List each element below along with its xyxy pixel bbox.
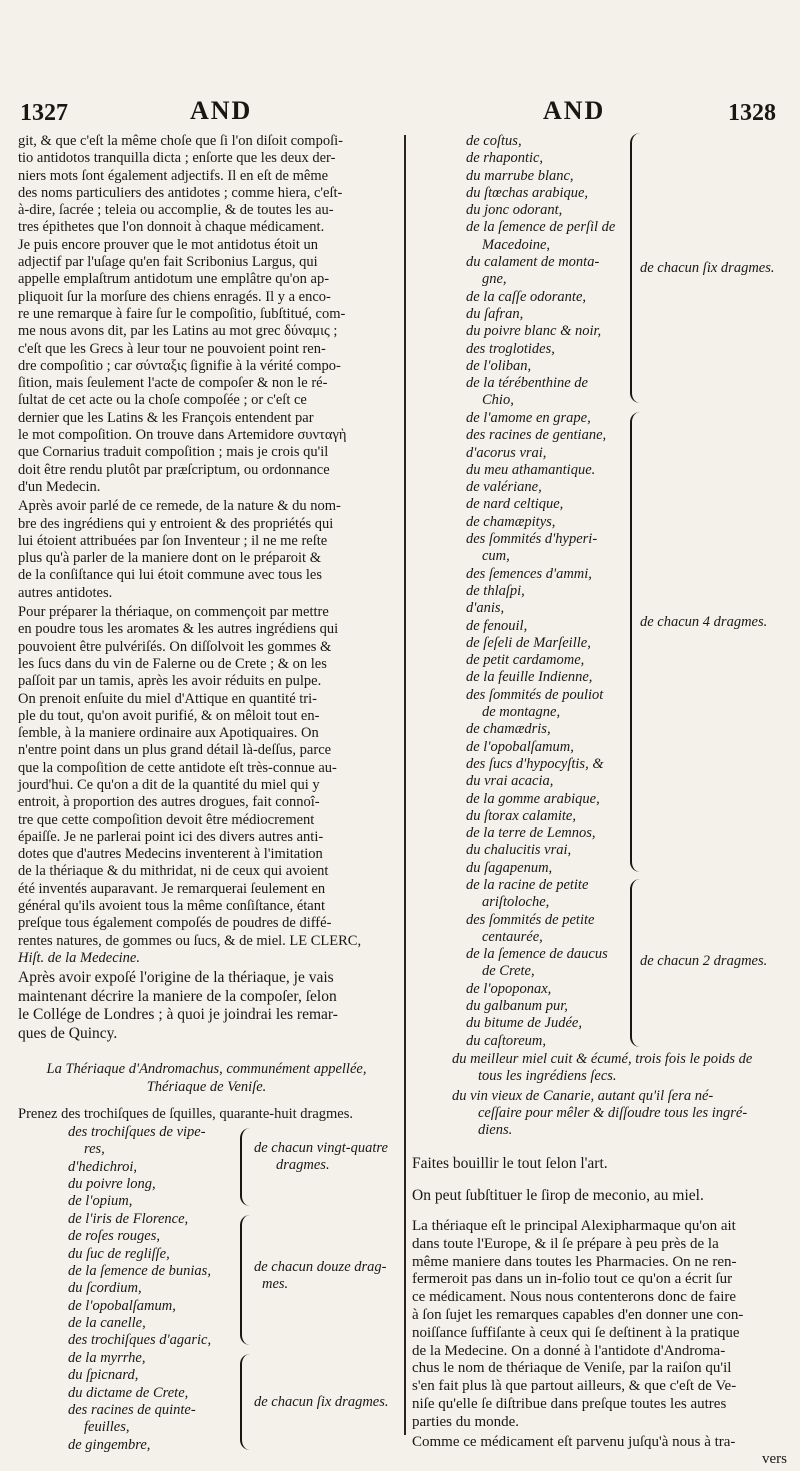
brace	[240, 1354, 250, 1450]
ingredient: des trochiſques d'agaric,	[68, 1332, 212, 1349]
recipe-title	[18, 1061, 395, 1096]
ingredient: de l'oliban,	[466, 357, 532, 374]
brace	[630, 879, 640, 1047]
paragraph-london-college	[18, 969, 395, 1043]
ingredient: Chio,	[482, 392, 514, 409]
text-line: dre compoſitio ; car σύνταξις ſignifie à la vérité compo-	[18, 357, 341, 374]
brace	[630, 412, 640, 872]
ingredient: du vrai acacia,	[466, 773, 554, 790]
ingredient: du ſtorax calamite,	[466, 807, 576, 824]
text-line: ſition, mais ſeulement l'acte de compoſer & non le ré-	[18, 375, 328, 392]
ingredient: de la ſemence de daucus	[466, 946, 608, 963]
ingredient: des ſucs d'hypocyſtis, &	[466, 755, 604, 772]
ingredient: de la ſemence de perſil de	[466, 219, 616, 236]
ingredient: de ſeſeli de Marſeille,	[466, 634, 591, 651]
ingredient: Macedoine,	[482, 236, 551, 253]
ingredient: de rhapontic,	[466, 150, 544, 167]
text-line: tio antidotos tranquilla dicta ; enſorte que les deux der-	[18, 150, 336, 167]
ingredient: de la myrrhe,	[68, 1350, 146, 1367]
ingredient: centaurée,	[482, 928, 543, 945]
text-line: noiſſance ſuffiſante à ceux qui ſe deſtinent à la pratique	[412, 1324, 740, 1341]
ingredient: du ſpicnard,	[68, 1367, 139, 1384]
paragraph-antidote-etymology	[18, 133, 395, 496]
text-line: jourd'hui. Ce qu'on a dit de la quantité du miel qui y	[18, 776, 320, 793]
ingredient-group-4-dragmes	[466, 410, 787, 877]
ingredient: des ſommités d'hyperi-	[466, 531, 598, 548]
ingredient: du jonc odorant,	[466, 202, 563, 219]
wine-instruction	[452, 1088, 787, 1140]
text-line: parties du monde.	[412, 1413, 520, 1430]
ingredient: des ſemences d'ammi,	[466, 565, 592, 582]
ingredient: de chamæpitys,	[466, 513, 556, 530]
right-column	[412, 133, 787, 1471]
honey-instruction	[452, 1051, 787, 1086]
ingredient: du bitume de Judée,	[466, 1015, 582, 1032]
text-line: niſe qu'elle ſe diſtribue dans preſque toutes les autres	[412, 1396, 727, 1413]
ingredient: de l'iris de Florence,	[68, 1211, 189, 1228]
text-line: s'en fait plus là que partout ailleurs, & que c'eſt de Ve-	[412, 1378, 737, 1395]
text-line: n'entre point dans un plus grand détail là-deſſus, parce	[18, 742, 332, 759]
ingredient: du marrube blanc,	[466, 167, 574, 184]
ingredient: de coſtus,	[466, 133, 522, 149]
text-line: tous les ingrédiens ſecs.	[478, 1068, 617, 1085]
text-line: re une remarque à faire ſur le compoſitio, ſubſtitué, com-	[18, 305, 346, 322]
text-line: niers mots ſont également adjectifs. Il en eſt de même	[18, 167, 329, 184]
text-line: à ſon ſujet les remarques capables d'en donner une con-	[412, 1307, 744, 1324]
ingredient: de la térébenthine de	[466, 375, 588, 392]
paragraph-alexipharmaque	[412, 1218, 787, 1432]
text-line: Comme ce médicament eſt parvenu juſqu'à nous à tra-	[412, 1433, 736, 1450]
text-line: d'un Medecin.	[18, 478, 101, 495]
ingredient: res,	[84, 1141, 105, 1158]
substitution-note: On peut ſubſtituer le ſirop de meconio, au miel.	[412, 1186, 704, 1204]
ingredient: du galbanum pur,	[466, 998, 568, 1015]
text-line: preſque tous également compoſés de poudres de diffé-	[18, 915, 332, 932]
group-quantity	[254, 1140, 388, 1175]
text-line: de la conſiſtance qui lui étoit commune avec tous les	[18, 567, 323, 584]
quantity-line: de chacun ſix dragmes.	[254, 1394, 389, 1411]
paragraph-transmission	[412, 1434, 787, 1470]
text-line: entroit, à proportion des autres drogues, fait connoî-	[18, 794, 320, 811]
text-line: Après avoir expoſé l'origine de la thériaque, je vais	[18, 969, 334, 987]
ingredient: du caſtoreum,	[466, 1032, 547, 1049]
text-line: diens.	[478, 1122, 513, 1139]
text-line: ques de Quincy.	[18, 1024, 118, 1042]
text-line: rentes natures, de gommes ou ſucs, & de miel. LE CLERC,	[18, 932, 362, 949]
text-line: adjectif par l'uſage qu'en fait Scribonius Largus, qui	[18, 254, 318, 271]
text-line: pliquoit ſur la morſure des chiens enragés. Il y a enco-	[18, 288, 331, 305]
text-line: git, & que c'eſt la même choſe que ſi l'on diſoit compoſi-	[18, 133, 343, 149]
ingredient: du calament de monta-	[466, 254, 600, 271]
text-line: lui étoient attribuées par ſon Inventeur ; il ne me reſte	[18, 532, 328, 549]
text-line: c'eſt que les Grecs à leur tour ne pouvoient point ren-	[18, 340, 326, 357]
column-divider	[404, 135, 406, 1435]
text-line: les ſucs dans du vin de Falerne ou de Crete ; & on les	[18, 655, 327, 672]
text-line: tre que cette compoſition devoit être médiocrement	[18, 811, 315, 828]
ingredient: des racines de gentiane,	[466, 427, 607, 444]
brace	[240, 1215, 250, 1345]
text-line: plus qu'à parler de la maniere dont on le préparoit &	[18, 550, 321, 567]
ingredient: du ſuc de regliſſe,	[68, 1245, 170, 1262]
left-running-head: AND	[190, 96, 253, 125]
text-line: ſultat de cet acte ou la choſe compoſée ; or c'eſt ce	[18, 392, 307, 409]
text-line: bre des ingrédiens qui y entroient & des propriétés qui	[18, 515, 334, 532]
paragraph-preparation	[18, 604, 395, 967]
text-line: dernier que les Latins & les François entendent par	[18, 409, 314, 426]
ingredient: des troglotides,	[466, 340, 555, 357]
ingredient: des trochiſques de vipe-	[68, 1124, 206, 1141]
ingredient: du poivre long,	[68, 1176, 156, 1193]
ingredient: cum,	[482, 548, 510, 565]
brace	[240, 1128, 250, 1206]
ingredient: ariſtoloche,	[482, 894, 550, 911]
right-running-head: AND	[543, 96, 606, 125]
ingredient: de chamædris,	[466, 721, 551, 738]
quantity-line: mes.	[262, 1276, 289, 1293]
group-quantity	[254, 1394, 389, 1411]
text-line: Après avoir parlé de ce remede, de la nature & du nom-	[18, 498, 341, 515]
recipe-first-line: Prenez des trochiſques de ſquilles, quarante-huit dragmes.	[18, 1105, 354, 1122]
ingredient: de l'amome en grape,	[466, 410, 591, 426]
text-line: que Cornarius traduit compoſition ; mais je crois qu'il	[18, 444, 329, 461]
text-line: Hiſt. de la Medecine.	[18, 949, 140, 966]
text-line: appelle emplaſtrum antidotum une emplâtre qu'on ap-	[18, 271, 330, 288]
ingredient-group-2-dragmes	[466, 877, 787, 1051]
text-line: du vin vieux de Canarie, autant qu'il ſera né-	[452, 1087, 714, 1104]
text-line: ce médicament. Nous nous contenterons donc de faire	[412, 1289, 737, 1306]
ingredient: de l'opobalſamum,	[68, 1297, 176, 1314]
brace	[630, 133, 640, 403]
ingredient: du ſtœchas arabique,	[466, 184, 589, 201]
text-line: maintenant décrire la maniere de la compoſer, ſelon	[18, 987, 337, 1005]
ingredient: du ſagapenum,	[466, 859, 553, 876]
quantity-line: dragmes.	[276, 1157, 330, 1174]
group-quantity	[254, 1259, 386, 1294]
text-line: de la thériaque & du mithridat, ni de ceux qui avoient	[18, 863, 329, 880]
ingredient-group-6-dragmes	[466, 133, 787, 410]
text-line: ſemble, à la maniere ordinaire aux Apotiquaires. On	[18, 725, 319, 742]
ingredient: de roſes rouges,	[68, 1228, 160, 1245]
ingredient: de nard celtique,	[466, 496, 564, 513]
ingredient: de valériane,	[466, 479, 542, 496]
ingredient: des racines de quinte-	[68, 1402, 196, 1419]
ingredient: du chalucitis vrai,	[466, 842, 572, 859]
boil-instruction: Faites bouillir le tout ſelon l'art.	[412, 1155, 608, 1173]
text-line: épaiſſe. Je ne parlerai point ici des divers autres anti-	[18, 828, 324, 845]
text-line: des noms particuliers des antidotes ; comme hiera, c'eſt-	[18, 184, 343, 201]
text-line: tres épithetes que l'on donnoit à chaque médicament.	[18, 219, 325, 236]
ingredient: de l'opium,	[68, 1193, 133, 1210]
ingredient: du meu athamantique.	[466, 461, 596, 478]
text-line: ple du tout, qu'on avoit purifié, & on mêloit tout en-	[18, 707, 320, 724]
ingredient: de Crete,	[482, 963, 535, 980]
group-quantity: de chacun ſix dragmes.	[640, 260, 775, 276]
text-line: chus le nom de thériaque de Veniſe, par la raiſon qu'il	[412, 1360, 732, 1377]
ingredient-group-24	[68, 1124, 395, 1211]
ingredient: de la feuille Indienne,	[466, 669, 593, 686]
text-line: On prenoit enſuite du miel d'Attique en quantité tri-	[18, 690, 317, 707]
text-line: paſſoit par un tamis, après les avoir réduits en pulpe.	[18, 673, 322, 690]
ingredient: de la ſemence de bunias,	[68, 1263, 211, 1280]
text-line: pouvoient être pulvériſés. On diſſolvoit les gommes &	[18, 638, 332, 655]
text-line: même maniere dans toutes les Pharmacies. On ne ren-	[412, 1253, 737, 1270]
ingredient: de la terre de Lemnos,	[466, 825, 596, 842]
text-line: à-dire, ſacrée ; teleia ou accomplie, & de toutes les au-	[18, 202, 334, 219]
ingredient: de la gomme arabique,	[466, 790, 600, 807]
ingredient: d'anis,	[466, 600, 505, 617]
paragraph-remedy-nature	[18, 498, 395, 602]
text-line: doit être rendu plutôt par præſcriptum, ou ordonnance	[18, 461, 330, 478]
text-line: dotes que d'autres Medecins inventerent à l'imitation	[18, 846, 323, 863]
text-line: en poudre tous les aromates & les autres ingrédiens qui	[18, 621, 339, 638]
ingredient: de thlaſpi,	[466, 582, 525, 599]
text-line: autres antidotes.	[18, 584, 113, 601]
text-line: été inventés auparavant. Je remarquerai ſeulement en	[18, 880, 326, 897]
quantity-line: de chacun douze drag-	[254, 1259, 387, 1276]
ingredient: de petit cardamome,	[466, 652, 585, 669]
text-line: du meilleur miel cuit & écumé, trois fois le poids de	[452, 1051, 753, 1067]
title-line: La Thériaque d'Andromachus, communément appellée,	[46, 1061, 367, 1078]
ingredient-group-6	[68, 1350, 395, 1454]
text-line: le mot compoſition. On trouve dans Artemidore συνταγὴ	[18, 427, 347, 444]
ingredient: de gingembre,	[68, 1436, 151, 1453]
text-line: général qu'ils avoient tous la même conſiſtance, étant	[18, 898, 326, 915]
ingredient: de montagne,	[482, 704, 561, 721]
ingredient: feuilles,	[84, 1419, 130, 1436]
text-line: fermeroit pas dans un in-folio tout ce qu'on a écrit ſur	[412, 1271, 733, 1288]
group-quantity: de chacun 4 dragmes.	[640, 614, 768, 630]
ingredient: de l'opoponax,	[466, 980, 552, 997]
ingredient: gne,	[482, 271, 507, 288]
left-page-number: 1327	[20, 100, 68, 126]
text-line: de la Medecine. On a donné à l'antidote d'Androma-	[412, 1342, 726, 1359]
ingredient: d'hedichroi,	[68, 1158, 138, 1175]
ingredient: des ſommités de petite	[466, 911, 595, 928]
quantity-line: de chacun vingt-quatre	[254, 1140, 388, 1157]
right-page-number: 1328	[728, 100, 776, 126]
text-line: le Collége de Londres ; à quoi je joindrai les remar-	[18, 1006, 338, 1024]
ingredient: de la canelle,	[68, 1314, 146, 1331]
ingredient: d'acorus vrai,	[466, 444, 547, 461]
ingredient: du ſafran,	[466, 305, 524, 322]
ingredient-group-12	[68, 1211, 395, 1350]
text-line: dans toute l'Europe, & il ſe prépare à peu près de la	[412, 1235, 719, 1252]
text-line: ceſſaire pour mêler & diſſoudre tous les ingré-	[478, 1104, 748, 1121]
ingredient: du poivre blanc & noir,	[466, 323, 602, 340]
ingredient: de la caſſe odorante,	[466, 288, 587, 305]
ingredient: de l'opobalſamum,	[466, 738, 574, 755]
ingredient: de fenouil,	[466, 617, 528, 634]
ingredient: du dictame de Crete,	[68, 1384, 189, 1401]
ingredient: des ſommités de pouliot	[466, 686, 604, 703]
left-column	[18, 133, 395, 1454]
text-line: Je puis encore prouver que le mot antidotus étoit un	[18, 236, 318, 253]
title-line: Thériaque de Veniſe.	[146, 1078, 267, 1095]
text-line: me nous avons dit, par les Latins au mot grec δύναμις ;	[18, 323, 338, 340]
ingredient: de la racine de petite	[466, 877, 589, 893]
ingredient: du ſcordium,	[68, 1280, 142, 1297]
catchword: vers	[762, 1451, 787, 1468]
text-line: que la compoſition de cette antidote eſt très-connue au-	[18, 759, 337, 776]
text-line: La thériaque eſt le principal Alexipharmaque qu'on ait	[412, 1218, 736, 1235]
text-line: Pour préparer la thériaque, on commençoit par mettre	[18, 604, 329, 621]
group-quantity: de chacun 2 dragmes.	[640, 953, 768, 969]
